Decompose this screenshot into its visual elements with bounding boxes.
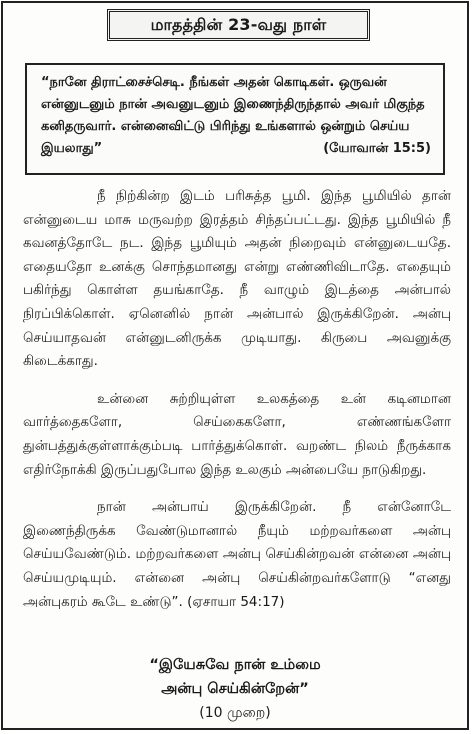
- page-title: [107, 9, 370, 41]
- paragraph-3: நான் அன்பாய் இருக்கிறேன். நீ என்னோடே இணைந்திருக்க வேண்டுமானால் நீயும் மற்றவர்களை அன்பு செய்யவேண்டும். மற்றவர்களை அன்பு செய்கின்றவன் என்னை அன்பு செய்யமுடியும். என்னை அன்பு செய்கின்றவர்களோடு “எனது அன்புகரம் கூடே உண்டு”. (ஏசாயா 54:17): [23, 499, 451, 610]
- meditation-text: [23, 185, 451, 628]
- prayer-block: [3, 653, 467, 725]
- prayer-repeat-count: (10 முறை): [199, 705, 271, 721]
- verse-reference: (யோவான் 15:5): [323, 141, 431, 156]
- devotional-page: [1, 1, 469, 730]
- prayer-line-1: “இயேசுவே நான் உம்மை: [149, 657, 321, 673]
- prayer-line-2: அன்பு செய்கின்றேன்”: [161, 681, 309, 697]
- page-title-text: மாதத்தின் 23-வது நாள்: [150, 14, 327, 34]
- paragraph-1: நீ நிற்கின்ற இடம் பரிசுத்த பூமி. இந்த பூமியில் தான் என்னுடைய மாசு மருவற்ற இரத்தம் சிந்தப்பட்டது. இந்த பூமியில் நீ கவனத்தோடே நட. இந்த பூமியும் அதன் நிறைவும் என்னுடையதே. எதையதோ உனக்கு சொந்தமானது என்று எண்ணிவிடாதே. எதையும் பகிர்ந்து கொள்ள தயங்காதே. நீ வாழும் இடத்தை அன்பால் நிரப்பிக்கொள். ஏனெனில் நான் அன்பால் இருக்கிறேன். அன்பு செய்யாதவன் என்னுடனிருக்க முடியாது. கிருபை அவனுக்கு கிடைக்காது.: [23, 188, 451, 370]
- paragraph-2: உன்னை சுற்றியுள்ள உலகத்தை உன் கடினமான வார்த்தைகளோ, செய்கைகளோ, எண்ணங்களோ துன்பத்துக்குள்ளாக்கும்படி பார்த்துக்கொள். வறண்ட நிலம் நீருக்காக எதிர்நோக்கி இருப்பதுபோல இந்த உலகும் அன்பையே நாடுகிறது.: [23, 390, 451, 478]
- verse-text: “நானே திராட்சைச்செடி. நீங்கள் அதன் கொடிகள். ஒருவன் என்னுடனும் நான் அவனுடனும் இணைந்திருந்தால் அவர் மிகுந்த கனிதருவார். என்னைவிட்டு பிரிந்து உங்களால் ஒன்றும் செய்ய இயலாது”: [41, 75, 425, 156]
- verse-box: [25, 63, 445, 175]
